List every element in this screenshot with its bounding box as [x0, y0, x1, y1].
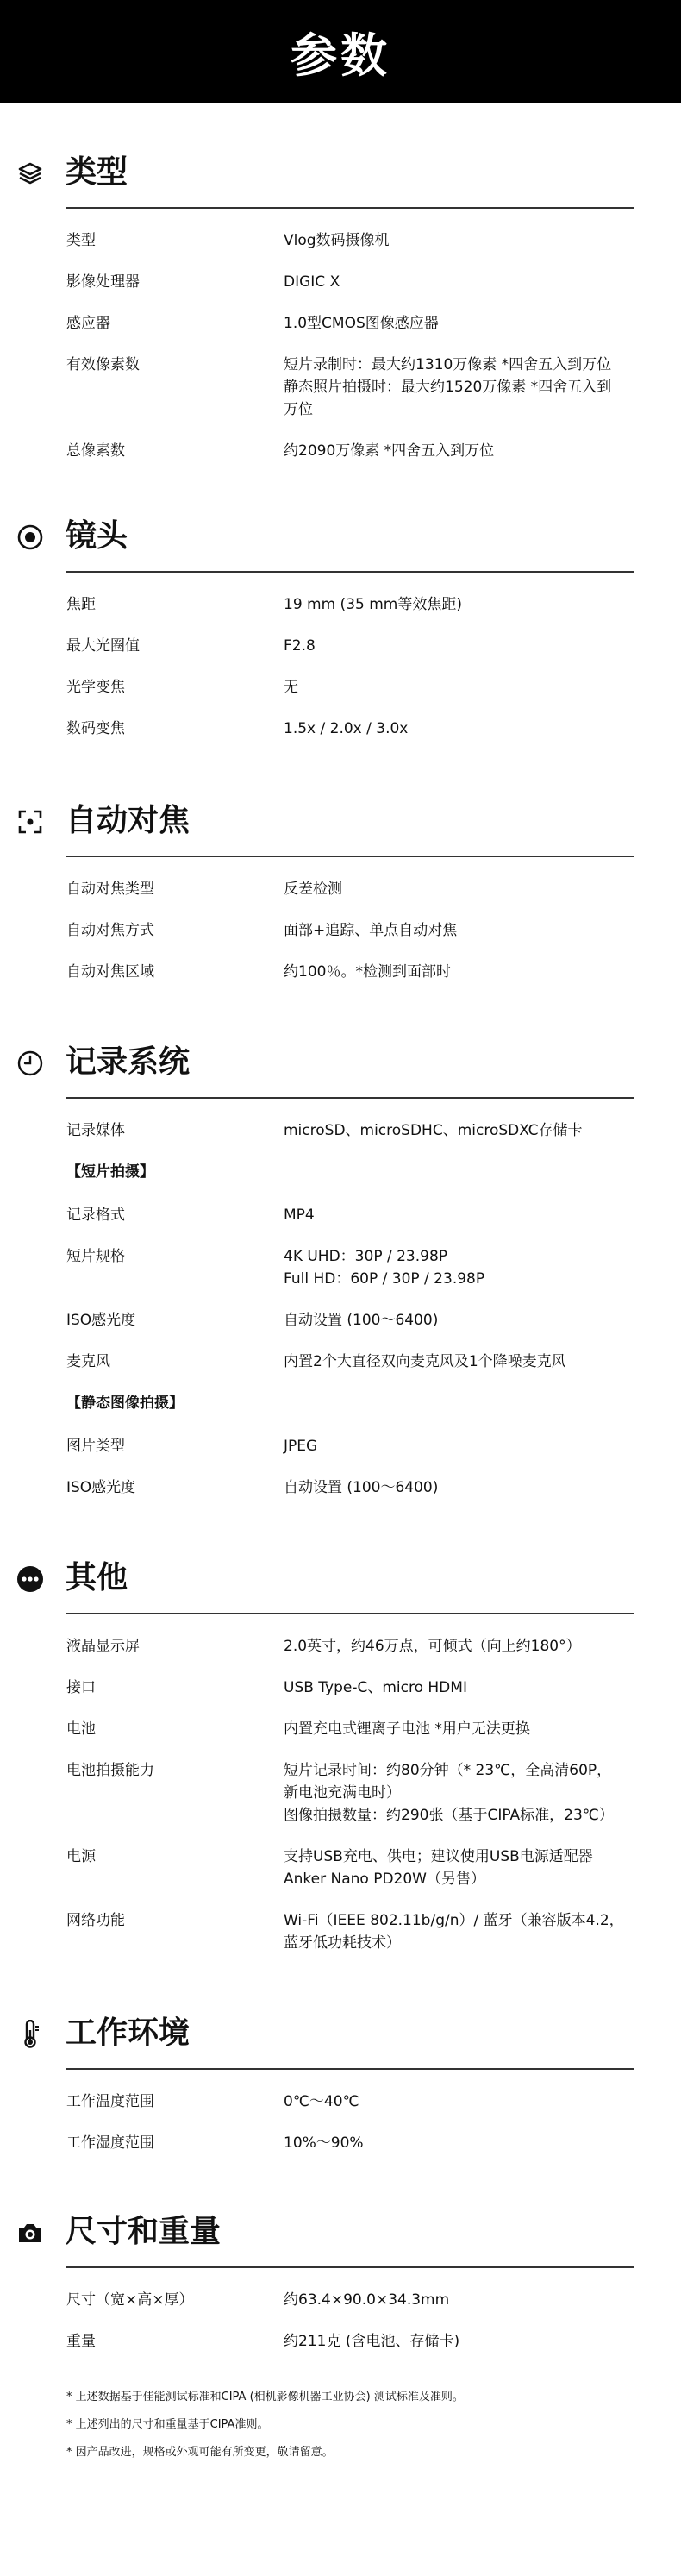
spec-value: Wi-Fi（IEEE 802.11b/g/n）/ 蓝牙（兼容版本4.2， 蓝牙低功耗技术） — [284, 1912, 624, 1952]
spec-value: DIGIC X — [284, 273, 340, 291]
spec-label: 感应器 — [66, 315, 110, 332]
section-lens — [0, 511, 681, 737]
layers-icon — [16, 159, 45, 188]
spec-row — [0, 961, 681, 983]
spec-label: 液晶显示屏 — [66, 1638, 140, 1655]
spec-row — [0, 1909, 681, 1954]
spec-row — [0, 2090, 681, 2113]
spec-label: 记录格式 — [66, 1207, 125, 1224]
section-recording — [0, 1037, 681, 1496]
spec-row — [0, 1351, 681, 1373]
thermometer-icon — [16, 2020, 45, 2049]
spec-value: 约63.4×90.0×34.3mm — [284, 2291, 450, 2309]
spec-value: JPEG — [284, 1438, 318, 1455]
spec-row — [0, 1846, 681, 1890]
spec-value: 1.0型CMOS图像感应器 — [284, 315, 439, 332]
section-type — [0, 147, 681, 460]
spec-label: 自动对焦方式 — [66, 922, 154, 939]
spec-value: USB Type-C、micro HDMI — [284, 1679, 467, 1696]
spec-value: 内置2个大直径双向麦克风及1个降噪麦克风 — [284, 1353, 566, 1370]
spec-label: 焦距 — [66, 596, 96, 613]
spec-value: 约100％。*检测到面部时 — [284, 963, 451, 981]
spec-value: 19 mm (35 mm等效焦距) — [284, 596, 462, 613]
spec-label: 总像素数 — [66, 442, 125, 460]
spec-row — [0, 1245, 681, 1290]
spec-label: ISO感光度 — [66, 1312, 136, 1329]
spec-label: 尺寸（宽×高×厚） — [66, 2291, 194, 2309]
spec-label: ISO感光度 — [66, 1479, 136, 1496]
lens-icon — [16, 523, 45, 552]
spec-row — [0, 1435, 681, 1457]
spec-row — [0, 2132, 681, 2154]
spec-value: Vlog数码摄像机 — [284, 232, 390, 249]
section-title: 其他 — [66, 1560, 128, 1595]
spec-label: 电池拍摄能力 — [66, 1762, 154, 1779]
page-header — [0, 0, 681, 103]
section-title: 自动对焦 — [66, 803, 191, 838]
page-title: 参数 — [291, 28, 390, 83]
spec-row — [0, 878, 681, 900]
spec-row — [0, 1309, 681, 1332]
spec-label: 电源 — [66, 1848, 96, 1865]
spec-row — [0, 229, 681, 252]
spec-label: 记录媒体 — [66, 1122, 125, 1139]
section-environment — [0, 2008, 681, 2152]
spec-row — [0, 1476, 681, 1499]
spec-value: 反差检测 — [284, 881, 342, 898]
spec-value: F2.8 — [284, 637, 316, 655]
focus-frame-icon — [16, 807, 45, 837]
spec-value: microSD、microSDHC、microSDXC存储卡 — [284, 1122, 583, 1139]
spec-value: 面部+追踪、单点自动对焦 — [284, 922, 458, 939]
section-divider — [66, 856, 634, 857]
spec-value: 内置充电式锂离子电池 *用户无法更换 — [284, 1720, 530, 1738]
camera-icon — [16, 2218, 45, 2247]
section-title: 镜头 — [66, 518, 128, 554]
spec-label: 工作温度范围 — [66, 2093, 154, 2110]
spec-label: 影像处理器 — [66, 273, 140, 291]
spec-row — [0, 2289, 681, 2311]
section-title: 类型 — [66, 154, 128, 190]
spec-label: 自动对焦区域 — [66, 963, 154, 981]
subsection-heading: 【短片拍摄】 — [66, 1163, 154, 1181]
spec-row — [0, 271, 681, 293]
spec-label: 自动对焦类型 — [66, 881, 154, 898]
spec-row — [0, 1759, 681, 1827]
spec-row — [0, 1635, 681, 1658]
spec-label: 最大光圈值 — [66, 637, 140, 655]
section-af — [0, 795, 681, 981]
spec-row — [0, 312, 681, 335]
spec-value: 约2090万像素 *四舍五入到万位 — [284, 442, 495, 460]
spec-value: 4K UHD：30P / 23.98P Full HD：60P / 30P / 23.98P — [284, 1248, 485, 1288]
more-dots-icon — [16, 1564, 45, 1594]
spec-row — [0, 718, 681, 740]
section-divider — [66, 207, 634, 209]
spec-value: 约211克 (含电池、存储卡) — [284, 2333, 460, 2350]
spec-row — [0, 440, 681, 462]
spec-label: 工作湿度范围 — [66, 2134, 154, 2152]
section-divider — [66, 1097, 634, 1099]
section-divider — [66, 571, 634, 573]
spec-label: 有效像素数 — [66, 356, 140, 373]
spec-value: 2.0英寸，约46万点，可倾式（向上约180°） — [284, 1638, 581, 1655]
section-divider — [66, 2266, 634, 2268]
footnote: * 上述数据基于佳能测试标准和CIPA (相机影像机器工业协会) 测试标准及准则。 — [66, 2391, 464, 2404]
spec-label: 接口 — [66, 1679, 96, 1696]
section-title: 尺寸和重量 — [66, 2214, 222, 2249]
spec-row — [0, 1718, 681, 1740]
spec-value: 0℃～40℃ — [284, 2093, 359, 2110]
spec-value: MP4 — [284, 1207, 315, 1224]
spec-row — [0, 676, 681, 699]
spec-row — [0, 1677, 681, 1699]
spec-label: 光学变焦 — [66, 679, 125, 696]
footnote: * 因产品改进，规格或外观可能有所变更，敬请留意。 — [66, 2446, 334, 2459]
section-title: 记录系统 — [66, 1044, 191, 1080]
spec-value: 自动设置 (100～6400) — [284, 1312, 439, 1329]
spec-row — [0, 635, 681, 657]
section-other — [0, 1552, 681, 1952]
spec-value: 1.5x / 2.0x / 3.0x — [284, 720, 409, 737]
section-divider — [66, 2068, 634, 2070]
spec-row — [0, 919, 681, 942]
spec-row — [0, 354, 681, 421]
subsection-heading: 【静态图像拍摄】 — [66, 1395, 184, 1412]
spec-value: 无 — [284, 679, 298, 696]
spec-row — [0, 1204, 681, 1226]
section-size-weight — [0, 2206, 681, 2350]
footnotes — [66, 2389, 635, 2472]
spec-row — [0, 2330, 681, 2353]
spec-row — [0, 593, 681, 616]
section-title: 工作环境 — [66, 2015, 191, 2051]
spec-label: 图片类型 — [66, 1438, 125, 1455]
spec-value: 支持USB充电、供电；建议使用USB电源适配器 Anker Nano PD20W（另售） — [284, 1848, 593, 1888]
spec-value: 自动设置 (100～6400) — [284, 1479, 439, 1496]
spec-label: 数码变焦 — [66, 720, 125, 737]
section-divider — [66, 1613, 634, 1614]
footnote: * 上述列出的尺寸和重量基于CIPA准则。 — [66, 2418, 269, 2431]
clock-icon — [16, 1049, 45, 1078]
spec-value: 10%～90% — [284, 2134, 364, 2152]
spec-label: 网络功能 — [66, 1912, 125, 1929]
spec-row — [0, 1119, 681, 1142]
spec-value: 短片记录时间：约80分钟（* 23℃，全高清60P， 新电池充满电时） 图像拍摄数量：约290张（基于CIPA标准，23℃） — [284, 1762, 614, 1824]
spec-label: 类型 — [66, 232, 96, 249]
spec-label: 重量 — [66, 2333, 96, 2350]
spec-label: 麦克风 — [66, 1353, 110, 1370]
spec-label: 电池 — [66, 1720, 96, 1738]
spec-label: 短片规格 — [66, 1248, 125, 1265]
spec-value: 短片录制时：最大约1310万像素 *四舍五入到万位 静态照片拍摄时：最大约1520万像素 *四舍五入到 万位 — [284, 356, 612, 418]
